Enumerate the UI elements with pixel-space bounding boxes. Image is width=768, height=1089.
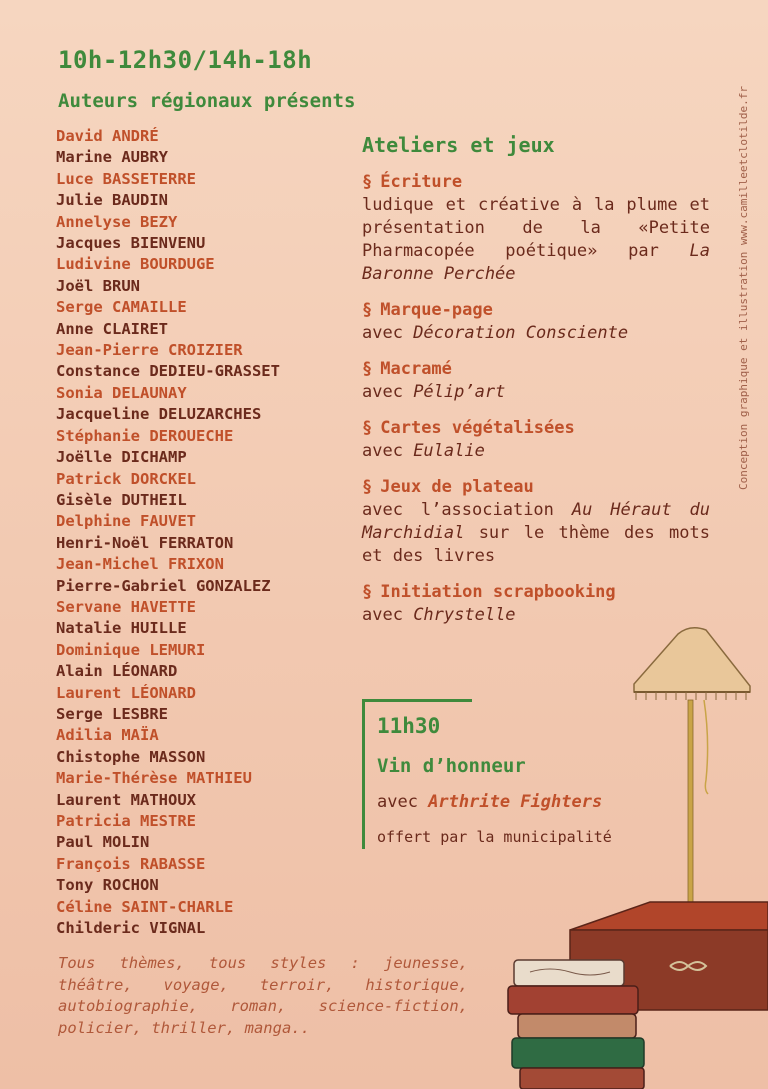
author-item: Pierre-Gabriel GONZALEZ (56, 576, 271, 595)
author-item: Serge LESBRE (56, 704, 168, 723)
atelier-host: Chrystelle (413, 605, 516, 625)
author-item: Serge CAMAILLE (56, 298, 187, 317)
atelier-item (362, 416, 710, 463)
author-item: Anne CLAIRET (56, 319, 168, 338)
atelier-description (362, 499, 710, 568)
vin-band: Arthrite Fighters (428, 792, 603, 812)
atelier-title (362, 170, 710, 194)
vin-offer: offert par la municipalité (377, 828, 612, 846)
author-item: Constance DEDIEU-GRASSET (56, 362, 280, 381)
section-symbol: § (362, 418, 373, 438)
author-item: Laurent LÉONARD (56, 683, 196, 702)
author-item: Gisèle DUTHEIL (56, 490, 187, 509)
author-item: Sonia DELAUNAY (56, 383, 187, 402)
author-item: David ANDRÉ (56, 127, 159, 145)
author-item: Laurent MATHOUX (56, 790, 196, 809)
author-item: Paul MOLIN (56, 833, 150, 852)
atelier-title-text: Jeux de plateau (380, 477, 534, 497)
atelier-host: Pélip’art (413, 382, 506, 402)
atelier-title (362, 416, 710, 440)
author-item: Luce BASSETERRE (56, 169, 196, 188)
atelier-item (362, 298, 710, 345)
author-item: François RABASSE (56, 854, 206, 873)
author-item: Chistophe MASSON (56, 747, 206, 766)
atelier-desc-prefix: avec l’association (362, 500, 572, 520)
box-border-left (362, 699, 365, 849)
atelier-desc-prefix: avec (362, 441, 414, 461)
author-item: Tony ROCHON (56, 876, 159, 895)
atelier-title-text: Marque-page (380, 300, 493, 320)
atelier-host: Décoration Consciente (413, 323, 629, 343)
author-item: Jean-Michel FRIXON (56, 555, 224, 574)
credit-text: Conception graphique et illustration www.camilleetclotilde.fr (737, 86, 750, 490)
atelier-description (362, 381, 710, 404)
atelier-title-text: Cartes végétalisées (380, 418, 575, 438)
atelier-title-text: Initiation scrapbooking (380, 582, 616, 602)
author-item: Annelyse BEZY (56, 212, 178, 231)
author-item: Patrick DORCKEL (56, 469, 196, 488)
lamp-and-books-illustration (500, 620, 768, 1089)
author-item: Céline SAINT-CHARLE (56, 897, 234, 916)
author-item: Joël BRUN (56, 276, 140, 295)
author-item: Servane HAVETTE (56, 597, 196, 616)
atelier-description (362, 440, 710, 463)
themes-text: Tous thèmes, tous styles : jeunesse, théâtre, voyage, terroir, historique, autobiographie, roman, science-fiction, policier, thriller, manga.. (58, 954, 468, 1037)
atelier-title (362, 357, 710, 381)
atelier-host: La Baronne Perchée (362, 241, 710, 284)
atelier-desc-suffix: sur le thème des mots et des livres (362, 523, 710, 566)
author-item: Marie-Thérèse MATHIEU (56, 769, 252, 788)
author-item: Stéphanie DEROUECHE (56, 426, 234, 445)
vin-with-prefix: avec (377, 792, 429, 812)
author-item: Childeric VIGNAL (56, 919, 206, 938)
section-symbol: § (362, 359, 373, 379)
atelier-description (362, 194, 710, 286)
box-border-top (362, 699, 472, 702)
lamp-pole (668, 700, 714, 920)
authors-list (56, 126, 280, 939)
author-item: Ludivine BOURDUGE (56, 255, 215, 274)
author-item: Delphine FAUVET (56, 512, 196, 531)
author-item: Adilia MAÏA (56, 726, 159, 745)
author-item: Joëlle DICHAMP (56, 448, 187, 467)
atelier-title (362, 580, 710, 604)
atelier-item (362, 475, 710, 568)
book-stack (508, 960, 644, 1089)
atelier-item (362, 357, 710, 404)
atelier-title (362, 475, 710, 499)
vin-title: Vin d’honneur (377, 755, 526, 777)
atelier-desc-prefix: avec (362, 382, 414, 402)
event-hours: 10h-12h30/14h-18h (58, 46, 313, 74)
atelier-host: Au Héraut du Marchidial (362, 500, 710, 543)
section-symbol: § (362, 300, 373, 320)
lamp-shade (634, 628, 750, 700)
ateliers-list (362, 170, 710, 639)
author-item: Julie BAUDIN (56, 191, 168, 210)
atelier-desc-prefix: avec (362, 605, 414, 625)
vin-time: 11h30 (377, 714, 441, 738)
section-symbol: § (362, 172, 373, 192)
section-symbol: § (362, 477, 373, 497)
author-item: Marine AUBRY (56, 148, 168, 167)
author-item: Patricia MESTRE (56, 812, 196, 830)
author-item: Jacques BIENVENU (56, 234, 206, 253)
author-item: Jacqueline DELUZARCHES (56, 405, 262, 424)
atelier-item (362, 170, 710, 286)
section-symbol: § (362, 582, 373, 602)
ateliers-heading: Ateliers et jeux (362, 133, 555, 157)
author-item: Alain LÉONARD (56, 662, 178, 681)
atelier-title-text: Macramé (380, 359, 452, 379)
authors-heading: Auteurs régionaux présents (58, 90, 356, 112)
atelier-description (362, 322, 710, 345)
atelier-desc-prefix: ludique et créative à la plume et présentation de la «Petite Pharmacopée poétique» par (362, 195, 710, 261)
author-item: Henri-Noël FERRATON (56, 533, 234, 552)
author-item: Dominique LEMURI (56, 640, 206, 659)
author-item: Natalie HUILLE (56, 619, 187, 638)
atelier-title (362, 298, 710, 322)
atelier-host: Eulalie (413, 441, 485, 461)
author-item: Jean-Pierre CROIZIER (56, 341, 243, 360)
atelier-desc-prefix: avec (362, 323, 414, 343)
atelier-title-text: Écriture (380, 172, 463, 192)
